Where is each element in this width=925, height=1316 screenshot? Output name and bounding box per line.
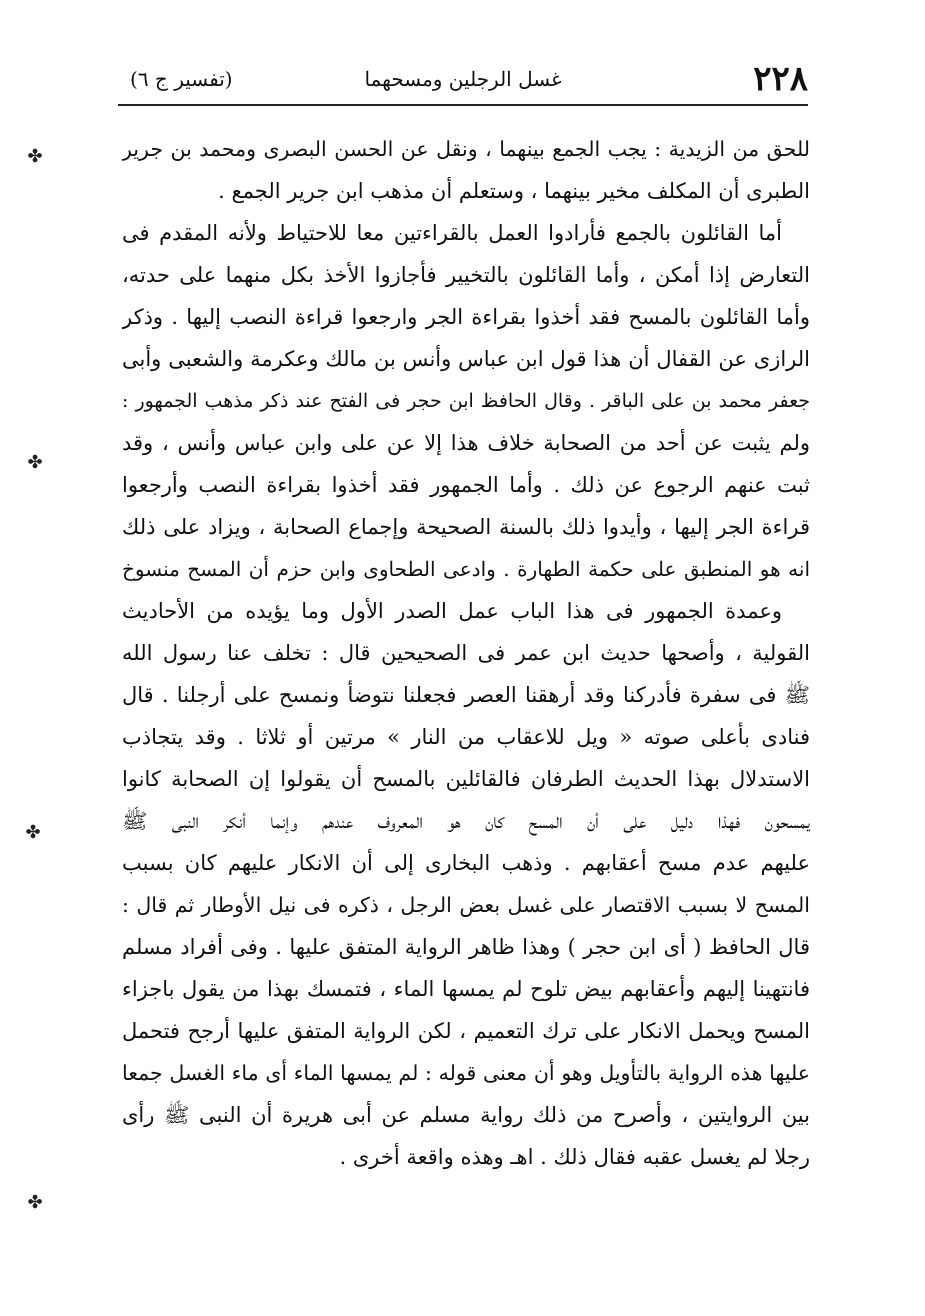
text-line: بين الروايتين ، وأصرح من ذلك رواية مسلم عن أبى هريرة أن النبى ﷺ رأى [122,1103,810,1127]
page-header [118,58,808,104]
text-line: المسح لا بسبب الاقتصار على غسل بعض الرجل ، ذكره فى نيل الأوطار ثم قال : [122,893,810,917]
text-line: قال الحافظ ( أى ابن حجر ) وهذا ظاهر الرواية المتفق عليها . وفى أفراد مسلم [122,935,810,959]
header-rule [118,104,808,106]
margin-ornament-icon: ✤ [27,452,43,473]
text-line: المسح ويحمل الانكار على ترك التعميم ، لكن الرواية المتفق عليها أرجح فتحمل [122,1019,810,1043]
text-line: القولية ، وأصحها حديث ابن عمر فى الصحيحين قال : تخلف عنا رسول الله [122,641,810,665]
text-line: انه هو المنطبق على حكمة الطهارة . وادعى الطحاوى وابن حزم أن المسح منسوخ [122,557,810,581]
running-book-label: (تفسير ج ٦) [130,67,233,91]
text-line: فنادى بأعلى صوته « ويل للاعقاب من النار » مرتين أو ثلاثا . وقد يتجاذب [122,725,810,749]
text-line: الرازى عن القفال أن هذا قول ابن عباس وأنس بن مالك وعكرمة والشعبى وأبى [122,347,810,371]
text-line: رجلا لم يغسل عقبه فقال ذلك . اهـ وهذه واقعة أخرى . [339,1145,810,1169]
text-line: للحق من الزيدية : يجب الجمع بينهما ، ونقل عن الحسن البصرى ومحمد بن جرير [122,137,810,161]
text-line: عليهم عدم مسح أعقابهم . وذهب البخارى إلى أن الانكار عليهم كان بسبب [122,851,810,875]
text-line: ولم يثبت عن أحد من الصحابة خلاف هذا إلا عن على وابن عباس وأنس ، وقد [122,431,810,455]
text-line: يمسحون فهذا دليل على أن المسح كان هو المعروف عندهم وإنما أنكر النبى ﷺ [122,809,810,833]
text-line: أما القائلون بالجمع فأرادوا العمل بالقراءتين معا للاحتياط ولأنه المقدم فى [122,221,782,245]
text-line: قراءة الجر إليها ، وأيدوا ذلك بالسنة الصحيحة وإجماع الصحابة ، ويزاد على ذلك [122,515,810,539]
text-line: الطبرى أن المكلف مخير بينهما ، وستعلم أن مذهب ابن جرير الجمع . [218,179,810,203]
text-line: وأما القائلون بالمسح فقد أخذوا بقراءة الجر وارجعوا قراءة النصب إليها . وذكر [122,305,810,329]
text-line: الاستدلال بهذا الحديث الطرفان فالقائلين بالمسح أن يقولوا إن الصحابة كانوا [122,767,810,791]
text-line: وعمدة الجمهور فى هذا الباب عمل الصدر الأول وما يؤيده من الأحاديث [122,599,782,623]
margin-ornament-icon: ✤ [27,1192,43,1213]
body-text [122,128,810,1178]
text-line: ﷺ فى سفرة فأدركنا وقد أرهقنا العصر فجعلنا نتوضأ ونمسح على أرجلنا . قال [122,683,810,707]
text-line: فانتهينا إليهم وأعقابهم بيض تلوح لم يمسها الماء ، فتمسك بهذا من يقول باجزاء [122,977,810,1001]
running-title: غسل الرجلين ومسحهما [364,67,562,91]
page-number: ٢٢٨ [753,59,808,99]
margin-ornament-icon: ✤ [25,822,41,843]
margin-ornament-icon: ✤ [27,146,43,167]
text-line: التعارض إذا أمكن ، وأما القائلون بالتخيير فأجازوا الأخذ بكل منهما على حدته، [122,263,810,287]
text-line: جعفر محمد بن على الباقر . وقال الحافظ ابن حجر فى الفتح عند ذكر مذهب الجمهور : [122,390,810,412]
text-line: عليها هذه الرواية بالتأويل وهو أن معنى قوله : لم يمسها الماء أى ماء الغسل جمعا [122,1061,810,1085]
text-line: ثبت عنهم الرجوع عن ذلك . وأما الجمهور فقد أخذوا بقراءة النصب وأرجعوا [122,473,810,497]
